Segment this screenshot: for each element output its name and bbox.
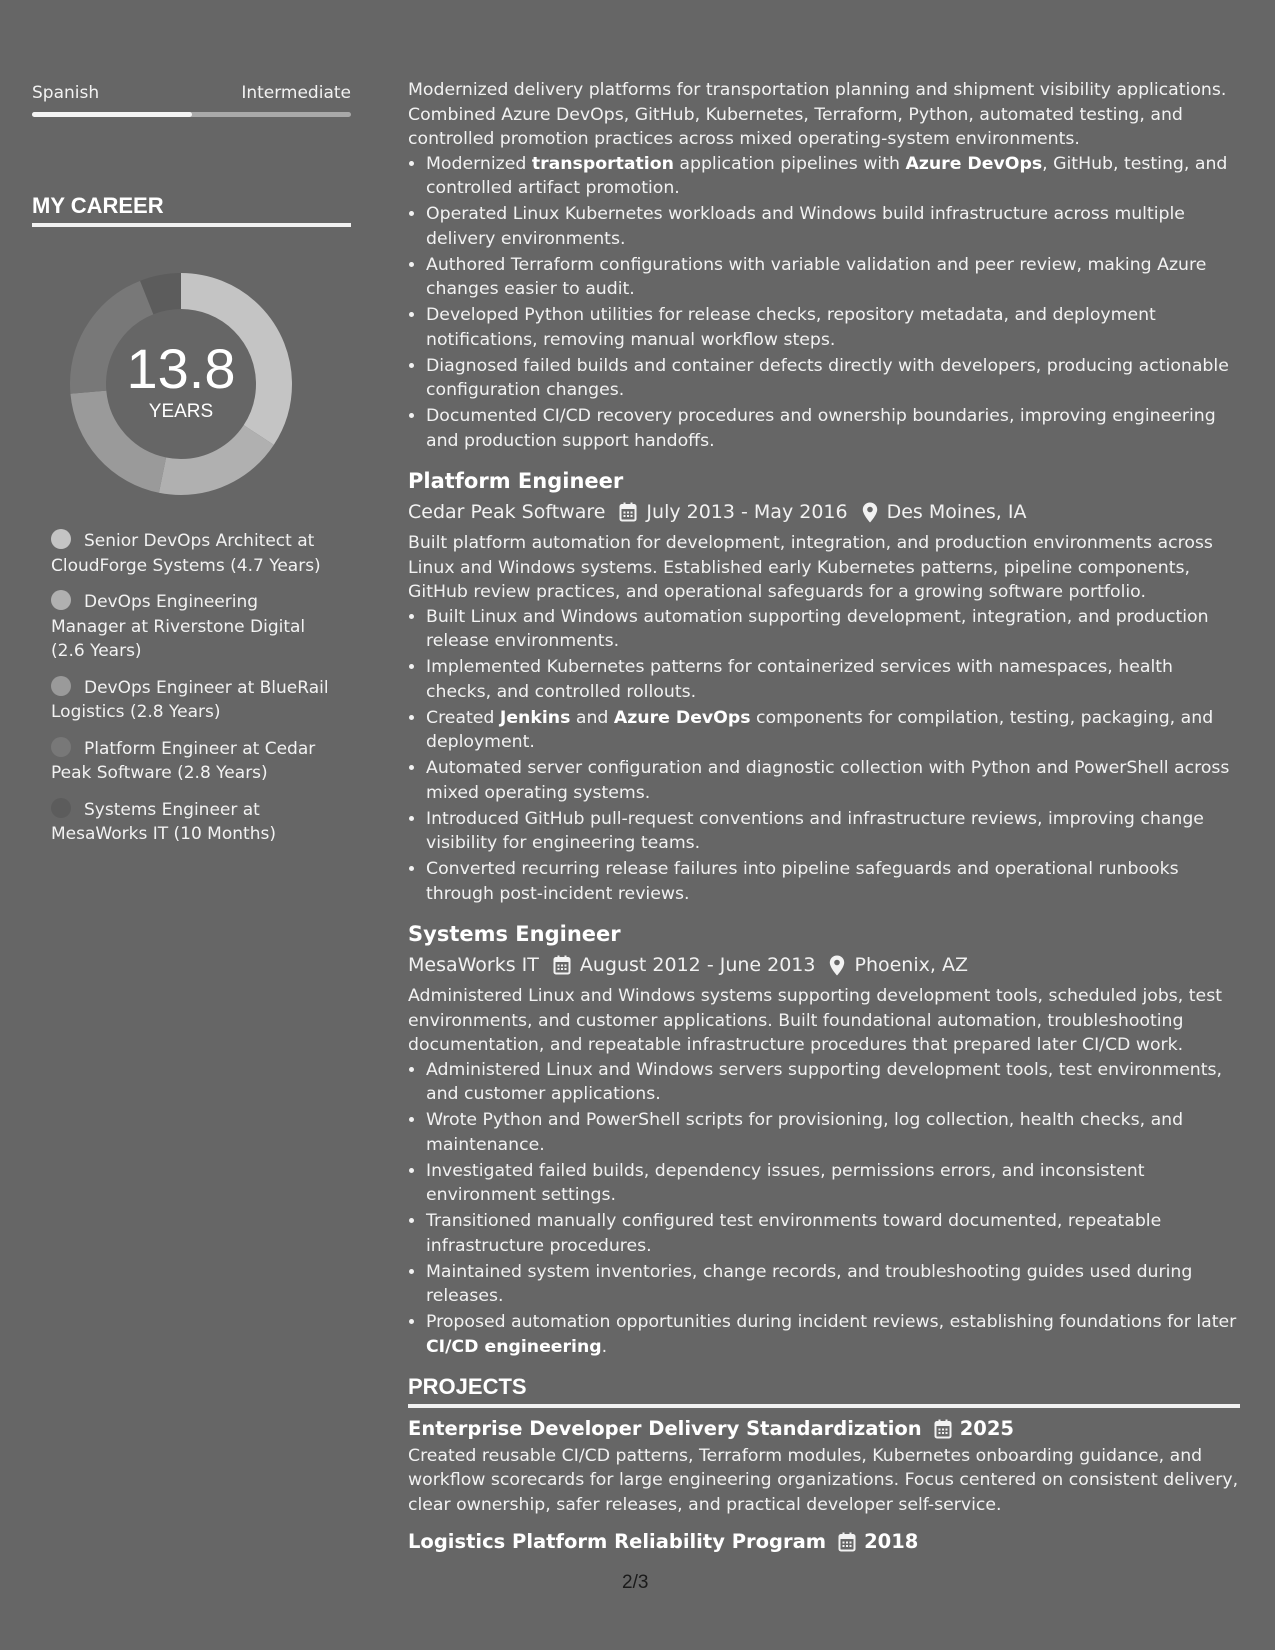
bullet-text: Modernized	[426, 153, 532, 174]
legend-dot	[51, 798, 71, 818]
job-meta	[408, 496, 1240, 528]
bullet-emphasis: transportation	[531, 153, 674, 174]
job-location: Phoenix, AZ	[854, 954, 968, 976]
legend-dot	[51, 737, 71, 757]
legend-dot	[51, 590, 71, 610]
job-bullet: • Developed Python utilities for release checks, repository metadata, and deployment notifications, removing manual workflow steps.	[426, 303, 1240, 352]
bullet-text: Proposed automation opportunities during incident reviews, establishing foundations for later	[426, 1312, 1237, 1332]
language-row	[32, 78, 351, 108]
job-bullet: • Transitioned manually configured test environments toward documented, repeatable infrastructure procedures.	[426, 1209, 1240, 1258]
experience-main	[408, 78, 1240, 1557]
project-name: Logistics Platform Reliability Program	[408, 1530, 827, 1553]
job-bullet	[426, 1310, 1240, 1359]
career-legend-item	[51, 798, 331, 847]
project-description: Created reusable CI/CD patterns, Terraform modules, Kubernetes onboarding guidance, and workflow scorecards for large engineering organizations. Focus centered on consistent delivery, clear ownership, safer releases, and practical developer self-service.	[408, 1445, 1239, 1515]
total-years-unit: YEARS	[148, 401, 214, 422]
language-proficiency-fill	[32, 112, 192, 117]
job-bullet: • Administered Linux and Windows servers supporting development tools, test environments, and customer applications.	[426, 1058, 1240, 1107]
career-legend-item	[51, 529, 331, 578]
job-title: Platform Engineer	[408, 469, 624, 493]
legend-label: DevOps Engineering Manager at Riverstone Digital (2.6 Years)	[51, 592, 306, 661]
company-name: Cedar Peak Software	[408, 501, 606, 523]
bullet-text: Created	[426, 707, 500, 728]
legend-dot	[51, 529, 71, 549]
job-bullets	[408, 1058, 1240, 1360]
language-level: Intermediate	[241, 83, 351, 103]
bullet-emphasis: Azure DevOps	[905, 153, 1043, 174]
bullet-emphasis: Azure DevOps	[613, 707, 751, 728]
project-title	[408, 1527, 1240, 1557]
legend-label: DevOps Engineer at BlueRail Logistics (2.8 Years)	[51, 677, 329, 722]
job-bullet: • Introduced GitHub pull-request conventions and infrastructure reviews, improving change visibility for engineering teams.	[426, 807, 1240, 856]
bullet-text: and	[570, 707, 614, 728]
career-section-title: MY CAREER	[32, 193, 351, 227]
total-years-value: 13.8	[126, 337, 236, 400]
career-legend	[51, 529, 351, 847]
legend-dot	[51, 676, 71, 696]
career-legend-item	[51, 737, 331, 786]
bullet-text: components for compilation, testing, packaging, and deployment.	[426, 707, 1214, 752]
bullet-emphasis: Jenkins	[499, 707, 571, 728]
location-pin-icon	[862, 502, 878, 523]
job-bullet: • Investigated failed builds, dependency issues, permissions errors, and inconsistent environment settings.	[426, 1159, 1240, 1208]
page-number: 2/3	[622, 1572, 649, 1593]
job-bullets	[408, 152, 1240, 454]
project-entry	[408, 1527, 1240, 1557]
job-bullet: • Converted recurring release failures into pipeline safeguards and operational runbooks through post-incident reviews.	[426, 857, 1240, 906]
job-bullet: • Documented CI/CD recovery procedures and ownership boundaries, improving engineering and production support handoffs.	[426, 404, 1240, 453]
bullet-emphasis: CI/CD engineering	[426, 1336, 602, 1357]
project-year: 2018	[864, 1530, 919, 1553]
project-name: Enterprise Developer Delivery Standardization	[408, 1416, 922, 1440]
company-name: MesaWorks IT	[408, 954, 539, 976]
job-bullet: • Maintained system inventories, change records, and troubleshooting guides used during releases.	[426, 1260, 1240, 1309]
calendar-icon	[934, 1419, 952, 1439]
language-proficiency-bar	[32, 112, 351, 117]
job-bullet: • Built Linux and Windows automation supporting development, integration, and production release environments.	[426, 605, 1240, 654]
project-year: 2025	[959, 1416, 1014, 1440]
job-bullet: • Operated Linux Kubernetes workloads and Windows build infrastructure across multiple delivery environments.	[426, 202, 1240, 251]
job-dates: August 2012 - June 2013	[579, 954, 816, 976]
location-pin-icon	[829, 955, 845, 976]
bullet-text: , GitHub, testing, and controlled artifact promotion.	[426, 153, 1228, 198]
job-entry	[408, 466, 1240, 906]
job-summary: Built platform automation for development, integration, and production environments across Linux and Windows systems. Established early Kubernetes patterns, pipeline components, GitHub review practices, and operational safeguards for a growing software portfolio.	[408, 533, 1213, 602]
job-meta	[408, 949, 1240, 981]
project-title	[408, 1414, 1240, 1444]
sidebar	[32, 78, 351, 859]
legend-label: Senior DevOps Architect at CloudForge Systems (4.7 Years)	[51, 531, 321, 576]
job-bullet: • Implemented Kubernetes patterns for containerized services with namespaces, health checks, and controlled rollouts.	[426, 655, 1240, 704]
job-bullet	[426, 706, 1240, 755]
bullet-text: application pipelines with	[673, 153, 906, 174]
projects-section-title: PROJECTS	[408, 1375, 1240, 1408]
job-bullets	[408, 605, 1240, 907]
career-legend-item	[51, 676, 331, 725]
job-bullet: • Wrote Python and PowerShell scripts for provisioning, log collection, health checks, and maintenance.	[426, 1108, 1240, 1157]
language-name: Spanish	[32, 83, 100, 103]
job-bullet: • Authored Terraform configurations with variable validation and peer review, making Azure changes easier to audit.	[426, 253, 1240, 302]
project-entry	[408, 1414, 1240, 1518]
legend-label: Systems Engineer at MesaWorks IT (10 Months)	[51, 799, 276, 844]
job-summary: Administered Linux and Windows systems supporting development tools, scheduled jobs, test environments, and customer applications. Built foundational automation, troubleshooting documentation, and repeatable infrastructure procedures that prepared later CI/CD work.	[408, 986, 1222, 1055]
job-bullet: • Automated server configuration and diagnostic collection with Python and PowerShell across mixed operating systems.	[426, 756, 1240, 805]
job-list	[408, 466, 1240, 1359]
job-bullet	[426, 152, 1240, 201]
calendar-icon	[553, 955, 571, 975]
donut-center	[66, 337, 296, 423]
job-summary: Modernized delivery platforms for transportation planning and shipment visibility applications. Combined Azure DevOps, GitHub, Kubernetes, Terraform, Python, automated testing, and controlled promotion practices across mixed operating-system environments.	[408, 80, 1227, 149]
job-dates: July 2013 - May 2016	[646, 501, 848, 523]
job-bullet: • Diagnosed failed builds and container defects directly with developers, producing actionable configuration changes.	[426, 354, 1240, 403]
career-donut-chart	[66, 269, 296, 499]
bullet-text: .	[601, 1336, 608, 1357]
calendar-icon	[619, 502, 637, 522]
calendar-icon	[838, 1532, 856, 1552]
job-title: Systems Engineer	[408, 922, 621, 946]
legend-label: Platform Engineer at Cedar Peak Software (2.8 Years)	[51, 738, 316, 783]
job-entry	[408, 919, 1240, 1359]
project-list	[408, 1414, 1240, 1558]
career-legend-item	[51, 590, 331, 664]
job-location: Des Moines, IA	[886, 501, 1027, 523]
